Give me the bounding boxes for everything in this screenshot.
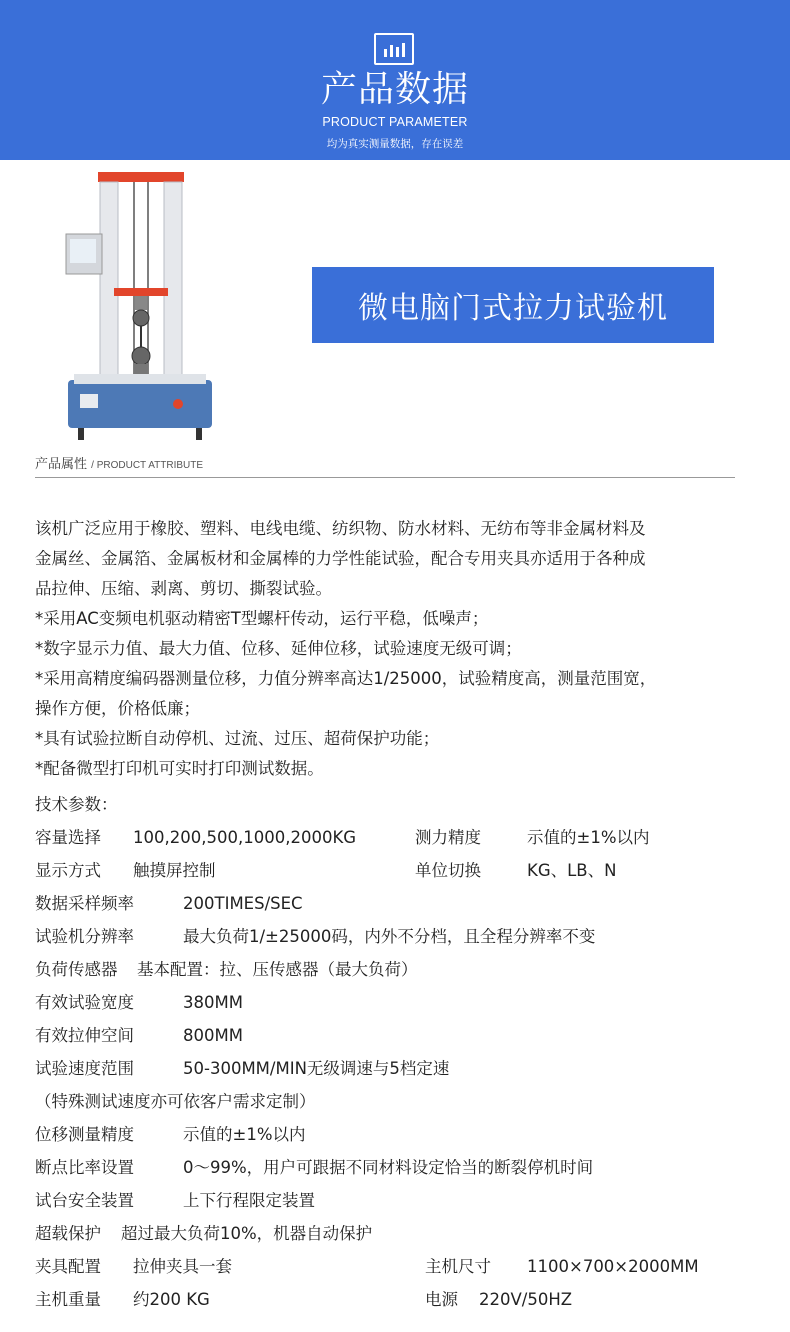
spec-value: 0～99%，用户可跟据不同材料设定恰当的断裂停机时间 xyxy=(183,1158,594,1177)
spec-value: 上下行程限定装置 xyxy=(183,1191,315,1210)
spec-note: （特殊测试速度亦可依客户需求定制） xyxy=(35,1092,316,1111)
attribute-cn: 产品属性 xyxy=(35,457,88,472)
spec-value: 50-300MM/MIN无级调速与5档定速 xyxy=(183,1059,450,1078)
description-line: *具有试验拉断自动停机、过流、过压、超荷保护功能； xyxy=(35,729,440,748)
page-title: 产品数据 xyxy=(320,69,469,110)
spec-value: 最大负荷1/±25000码，内外不分档，且全程分辨率不变 xyxy=(183,927,596,946)
spec-row-space xyxy=(35,1021,755,1054)
spec-value: 超过最大负荷10%，机器自动保护 xyxy=(121,1224,373,1243)
spec-label: 主机重量 xyxy=(35,1290,101,1309)
spec-label: 电源 xyxy=(425,1290,458,1309)
spec-label: 测力精度 xyxy=(415,828,481,847)
technical-specs xyxy=(35,790,755,1318)
spec-value: 1100×700×2000MM xyxy=(527,1257,699,1276)
product-description xyxy=(35,514,755,784)
spec-label: 夹具配置 xyxy=(35,1257,101,1276)
spec-value: 220V/50HZ xyxy=(479,1290,573,1309)
spec-value: KG、LB、N xyxy=(527,861,617,880)
spec-row-capacity xyxy=(35,823,755,856)
section-divider xyxy=(35,477,735,478)
spec-label: 断点比率设置 xyxy=(35,1158,134,1177)
spec-value: 100,200,500,1000,2000KG xyxy=(133,828,357,847)
header-banner xyxy=(0,0,790,160)
spec-row-breakpoint xyxy=(35,1153,755,1186)
spec-value: 800MM xyxy=(183,1026,243,1045)
spec-row-sampling xyxy=(35,889,755,922)
tensile-tester-image xyxy=(58,168,220,446)
spec-value: 约200 KG xyxy=(133,1290,210,1309)
spec-row-width xyxy=(35,988,755,1021)
spec-value: 示值的±1%以内 xyxy=(183,1125,306,1144)
spec-value: 基本配置：拉、压传感器（最大负荷） xyxy=(137,960,418,979)
spec-row-sensor xyxy=(35,955,755,988)
description-line: *数字显示力值、最大力值、位移、延伸位移，试验速度无级可调； xyxy=(35,639,522,658)
attribute-en: / PRODUCT ATTRIBUTE xyxy=(91,460,204,471)
specs-heading: 技术参数： xyxy=(35,795,118,814)
description-line: 该机广泛应用于橡胶、塑料、电线电缆、纺织物、防水材料、无纺布等非金属材料及 xyxy=(35,519,646,538)
spec-label: 试验速度范围 xyxy=(35,1059,134,1078)
spec-label: 容量选择 xyxy=(35,828,101,847)
spec-value: 拉伸夹具一套 xyxy=(133,1257,232,1276)
product-name-banner: 微电脑门式拉力试验机 xyxy=(312,267,714,343)
description-line: *配备微型打印机可实时打印测试数据。 xyxy=(35,759,324,778)
product-attribute-label xyxy=(35,456,203,475)
spec-row-displacement xyxy=(35,1120,755,1153)
spec-row-weight xyxy=(35,1285,755,1318)
measurement-note: 均为真实测量数据，存在误差 xyxy=(326,138,464,150)
spec-row-speed-note xyxy=(35,1087,755,1120)
bar-chart-icon xyxy=(374,33,414,65)
spec-label: 试台安全装置 xyxy=(35,1191,134,1210)
description-line: 操作方便，价格低廉； xyxy=(35,699,200,718)
spec-row-display xyxy=(35,856,755,889)
spec-label: 位移测量精度 xyxy=(35,1125,134,1144)
spec-value: 200TIMES/SEC xyxy=(183,894,303,913)
page-subtitle: PRODUCT PARAMETER xyxy=(322,115,468,129)
spec-row-resolution xyxy=(35,922,755,955)
spec-label: 负荷传感器 xyxy=(35,960,118,979)
description-line: 品拉伸、压缩、剥离、剪切、撕裂试验。 xyxy=(35,579,332,598)
spec-row-fixture xyxy=(35,1252,755,1285)
spec-row-overload xyxy=(35,1219,755,1252)
description-line: *采用AC变频电机驱动精密T型螺杆传动，运行平稳，低噪声； xyxy=(35,609,489,628)
spec-label: 有效试验宽度 xyxy=(35,993,134,1012)
spec-label: 主机尺寸 xyxy=(425,1257,491,1276)
spec-row-speed xyxy=(35,1054,755,1087)
spec-value: 触摸屏控制 xyxy=(133,861,216,880)
spec-label: 单位切换 xyxy=(415,861,481,880)
spec-label: 超载保护 xyxy=(35,1224,101,1243)
spec-row-safety xyxy=(35,1186,755,1219)
spec-label: 显示方式 xyxy=(35,861,101,880)
description-line: *采用高精度编码器测量位移，力值分辨率高达1/25000，试验精度高，测量范围宽， xyxy=(35,669,657,688)
spec-value: 380MM xyxy=(183,993,243,1012)
spec-label: 试验机分辨率 xyxy=(35,927,134,946)
spec-value: 示值的±1%以内 xyxy=(527,828,650,847)
description-line: 金属丝、金属箔、金属板材和金属棒的力学性能试验，配合专用夹具亦适用于各种成 xyxy=(35,549,646,568)
spec-label: 数据采样频率 xyxy=(35,894,134,913)
specs-heading-row xyxy=(35,790,755,823)
spec-label: 有效拉伸空间 xyxy=(35,1026,134,1045)
